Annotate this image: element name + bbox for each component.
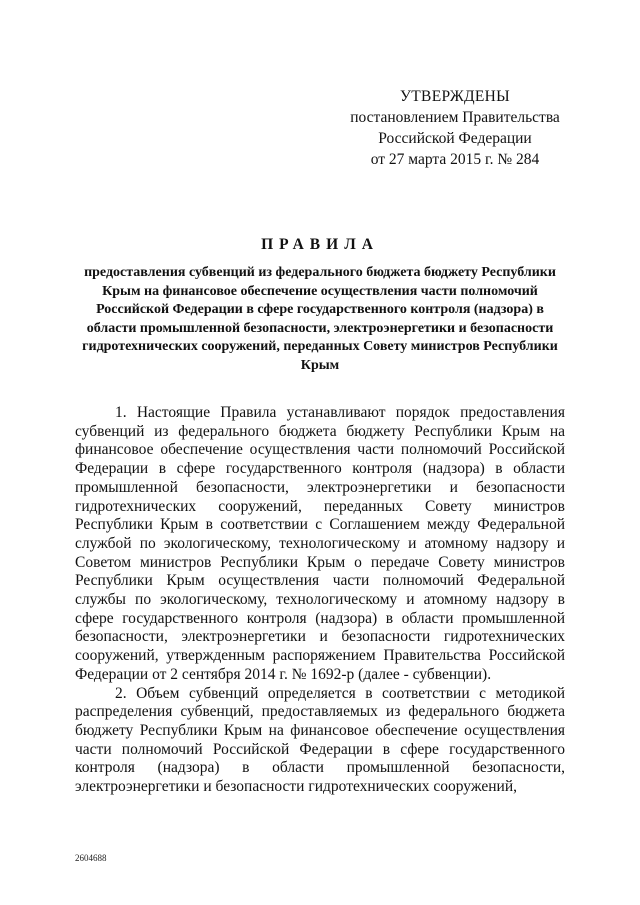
approval-line-2: Российской Федерации (378, 130, 532, 147)
document-subtitle: предоставления субвенций из федерального бюджета бюджету Республики Крым на финансовое обеспечение осуществления части полномочий Российской Федерации в сфере государственного контроля (надзора) в области промышленной безопасности, электроэнергетики и безопасности гидротехнических сооружений, переданных Совету министров Республики Крым (82, 265, 558, 373)
approval-line-1: постановлением Правительства (350, 109, 560, 126)
document-code: 2604688 (75, 853, 107, 863)
approval-block (330, 86, 580, 170)
paragraph-1: 1. Настоящие Правила устанавливают порядок предоставления субвенций из федерального бюджета бюджету Республики Крым на финансовое обеспечение осуществления части полномочий Российской Федерации в сфере государственного контроля (надзора) в области промышленной безопасности, электроэнергетики и безопасности гидротехнических сооружений, переданных Совету министров Республики Крым в соответствии с Соглашением между Федеральной службой по экологическому, технологическому и атомному надзору и Советом министров Республики Крым о передаче Совету министров Республики Крым осуществления части полномочий Федеральной службы по экологическому, технологическому и атомному надзору в сфере государственного контроля (надзора) в области промышленной безопасности, электроэнергетики и безопасности гидротехнических сооружений, утвержденным распоряжением Правительства Российской Федерации от 2 сентября 2014 г. № 1692-р (далее - субвенции). (75, 404, 565, 683)
document-title: ПРАВИЛА (261, 236, 379, 253)
document-body (75, 404, 565, 797)
approval-line-3: от 27 марта 2015 г. № 284 (370, 151, 540, 168)
paragraph-2: 2. Объем субвенций определяется в соответствии с методикой распределения субвенций, предоставляемых из федерального бюджета бюджету Республики Крым на финансовое обеспечение осуществления части полномочий Российской Федерации в сфере государственного контроля (надзора) в области промышленной безопасности, электроэнергетики и безопасности гидротехнических сооружений, (75, 684, 565, 796)
approval-title: УТВЕРЖДЕНЫ (400, 88, 510, 105)
